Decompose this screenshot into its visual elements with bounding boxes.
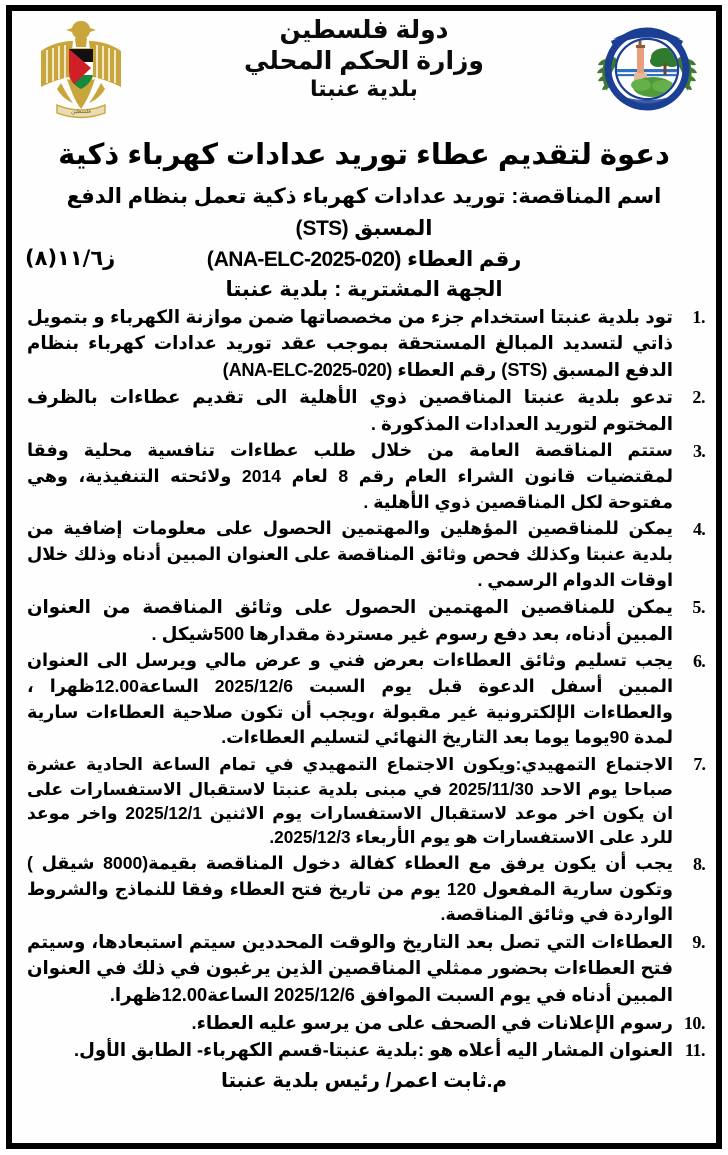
header-text-block (141, 13, 587, 103)
clause-item-9: العطاءات التي تصل بعد التاريخ والوقت المحددين سيتم استبعادها، وسيتم فتح العطاءات بحضور ممثلي المناقصين الذين يرغبون في ذلك في العنوان المبين أدناه في يوم السبت الموافق 2025/12/6 الساعة12.00ظهرا. (27, 931, 673, 1005)
clause-item-10: رسوم الإعلانات في الصحف على من يرسو عليه العطاء. (191, 1012, 673, 1033)
state-name: دولة فلسطين (279, 16, 449, 44)
svg-text:فلسطين: فلسطين (71, 109, 91, 115)
tender-number-line: رقم العطاء (ANA-ELC-2025-020) (206, 248, 522, 271)
announcement-title: دعوة لتقديم عطاء توريد عدادات كهرباء ذكية (58, 139, 670, 171)
clause-item-1: تود بلدية عنبتا استخدام جزء من مخصصاتها ضمن موازنة الكهرباء و بتمويل ذاتي لتسديد المبالغ المستحقة بموجب عقد توريد عدادات كهرباء بنظام الدفع المسبق (STS) رقم العطاء (ANA-ELC-2025-020) (27, 306, 673, 380)
ministry-name: وزارة الحكم المحلي (244, 46, 484, 75)
anabta-municipality-logo (595, 17, 699, 117)
clause-item-2: تدعو بلدية عنبتا المناقصين ذوي الأهلية الى تقديم عطاءات بالظرف المختوم لتوريد العدادات المذكورة . (27, 387, 673, 434)
signatory-line: م.ثابت اعمر/ رئيس بلدية عنبتا (220, 1069, 508, 1092)
clause-item-5: يمكن للمناقصين المهتمين الحصول على وثائق المناقصة من العنوان المبين أدناه، بعد دفع رسوم غير مستردة مقدارها 500شيكل . (27, 597, 673, 644)
document-header (21, 13, 707, 131)
clause-item-11: العنوان المشار اليه أعلاه هو :بلدية عنبتا-قسم الكهرباء- الطابق الأول. (74, 1040, 673, 1061)
page-border-frame (6, 5, 722, 1149)
tender-name-line: اسم المناقصة: توريد عدادات كهرباء ذكية تعمل بنظام الدفع المسبق (STS) (66, 185, 662, 240)
palestine-eagle-emblem (33, 17, 129, 121)
clause-item-8: يجب أن يكون يرفق مع العطاء كفالة دخول المناقصة بقيمة(8000 شيقل ) وتكون سارية المفعول 120 يوم من تاريخ فتح العطاء وفقا للنماذج والشروط الواردة في وثائق المناقصة. (27, 852, 673, 925)
page-content (12, 11, 716, 1143)
clause-item-3: ستتم المناقصة العامة من خلال طلب عطاءات تنافسية محلية وفقا لمقتضيات قانون الشراء العام رقم 8 لعام 2014 ولائحته التنفيذية، وهي مفتوحة لكل المناقصين ذوي الأهلية . (27, 440, 673, 512)
buyer-entity-line: الجهة المشترية : بلدية عنبتا (225, 277, 503, 301)
municipality-name: بلدية عنبتا (310, 76, 418, 101)
state-emblem-slot (21, 13, 141, 121)
reference-mark: ز١١/٦(٨) (25, 245, 116, 270)
clause-item-6: يجب تسليم وثائق العطاءات بعرض فني و عرض مالي ويرسل الى العنوان المبين أسفل الدعوة قبل يوم السبت 2025/12/6 الساعة12.00ظهرا ، والعطاءات الإلكترونية غير مقبولة ،ويجب أن تكون صلاحية العطاءات سارية لمدة 90يوما يوما بعد التاريخ النهائي لتسليم العطاءات. (27, 650, 673, 748)
clause-item-7: الاجتماع التمهيدي:ويكون الاجتماع التمهيدي في تمام الساعة الحادية عشرة صباحا يوم الاحد 2025/11/30 في مبنى بلدية عنبتا لاستقبال الاستفسارات على ان يكون اخر موعد لاستقبال الاستفسارات يوم الاثنين 2025/12/1 واخر موعد للرد على الاستفسارات هو يوم الأربعاء 2025/12/3. (27, 754, 673, 848)
municipality-logo-slot (587, 13, 707, 117)
clause-item-4: يمكن للمناقصين المؤهلين والمهتمين الحصول على معلومات إضافية من بلدية عنبتا وكذلك فحص وثائق المناقصة على العنوان المبين أدناه وذلك خلال اوقات الدوام الرسمي . (27, 518, 673, 590)
clause-list (21, 304, 707, 1064)
